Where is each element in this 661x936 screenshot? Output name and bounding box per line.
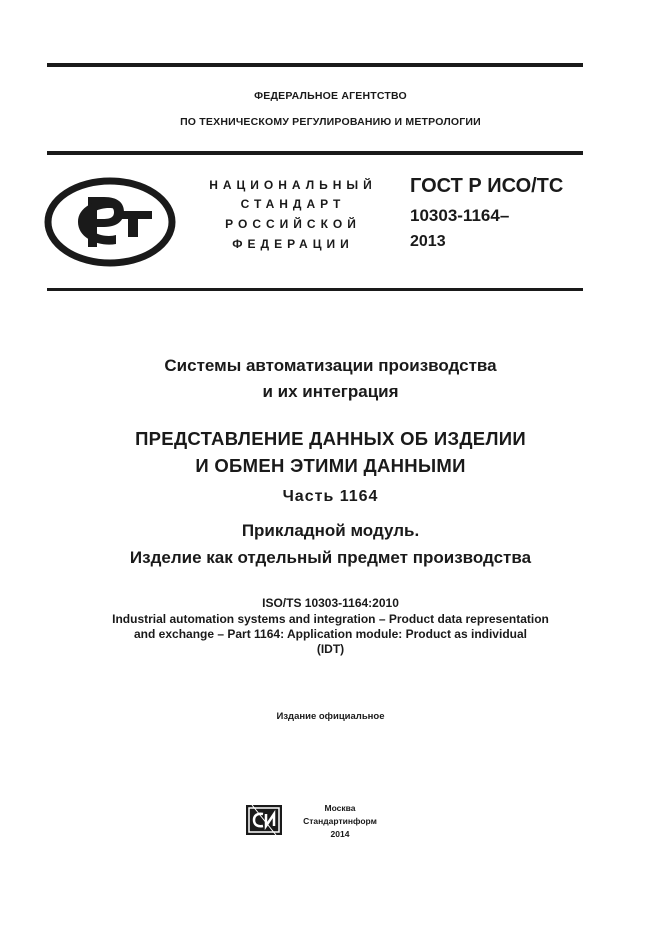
rst-logo-icon	[44, 177, 176, 267]
publisher-city: Москва	[324, 803, 356, 813]
edition-label: Издание официальное	[276, 711, 385, 722]
national-line1: НАЦИОНАЛЬНЫЙ	[209, 178, 377, 192]
top-rule	[47, 63, 583, 67]
subtitle-line2: Изделие как отдельный предмет производства	[129, 548, 532, 567]
title-line4: И ОБМЕН ЭТИМИ ДАННЫМИ	[195, 455, 466, 476]
bottom-rule	[47, 288, 583, 291]
publisher-name: Стандартинформ	[303, 816, 377, 826]
english-ref-line2: Industrial automation systems and integration – Product data representation	[112, 612, 549, 626]
standard-designation-line2: 10303-1164–	[410, 206, 510, 225]
agency-name-line1: ФЕДЕРАЛЬНОЕ АГЕНТСТВО	[254, 90, 407, 102]
standard-designation-line3: 2013	[410, 233, 446, 250]
agency-name-line2: ПО ТЕХНИЧЕСКОМУ РЕГУЛИРОВАНИЮ И МЕТРОЛОГИИ	[180, 116, 481, 128]
english-ref-line4: (IDT)	[316, 642, 345, 656]
part-number: Часть 1164	[282, 488, 379, 505]
english-ref-line1: ISO/TS 10303-1164:2010	[262, 596, 399, 610]
subtitle-line1: Прикладной модуль.	[241, 521, 420, 540]
title-line1: Системы автоматизации производства	[164, 356, 497, 375]
national-line4: ФЕДЕРАЦИИ	[232, 237, 354, 251]
national-line3: РОССИЙСКОЙ	[225, 217, 361, 231]
title-line2: и их интеграция	[262, 382, 399, 401]
national-line2: СТАНДАРТ	[240, 197, 346, 211]
standartinform-logo-icon	[246, 805, 282, 835]
title-line3: ПРЕДСТАВЛЕНИЕ ДАННЫХ ОБ ИЗДЕЛИИ	[135, 428, 526, 449]
middle-rule	[47, 151, 583, 155]
english-ref-line3: and exchange – Part 1164: Application module: Product as individual	[134, 627, 527, 641]
publisher-year: 2014	[330, 829, 350, 839]
standard-designation-line1: ГОСТ Р ИСО/ТС	[410, 175, 564, 197]
